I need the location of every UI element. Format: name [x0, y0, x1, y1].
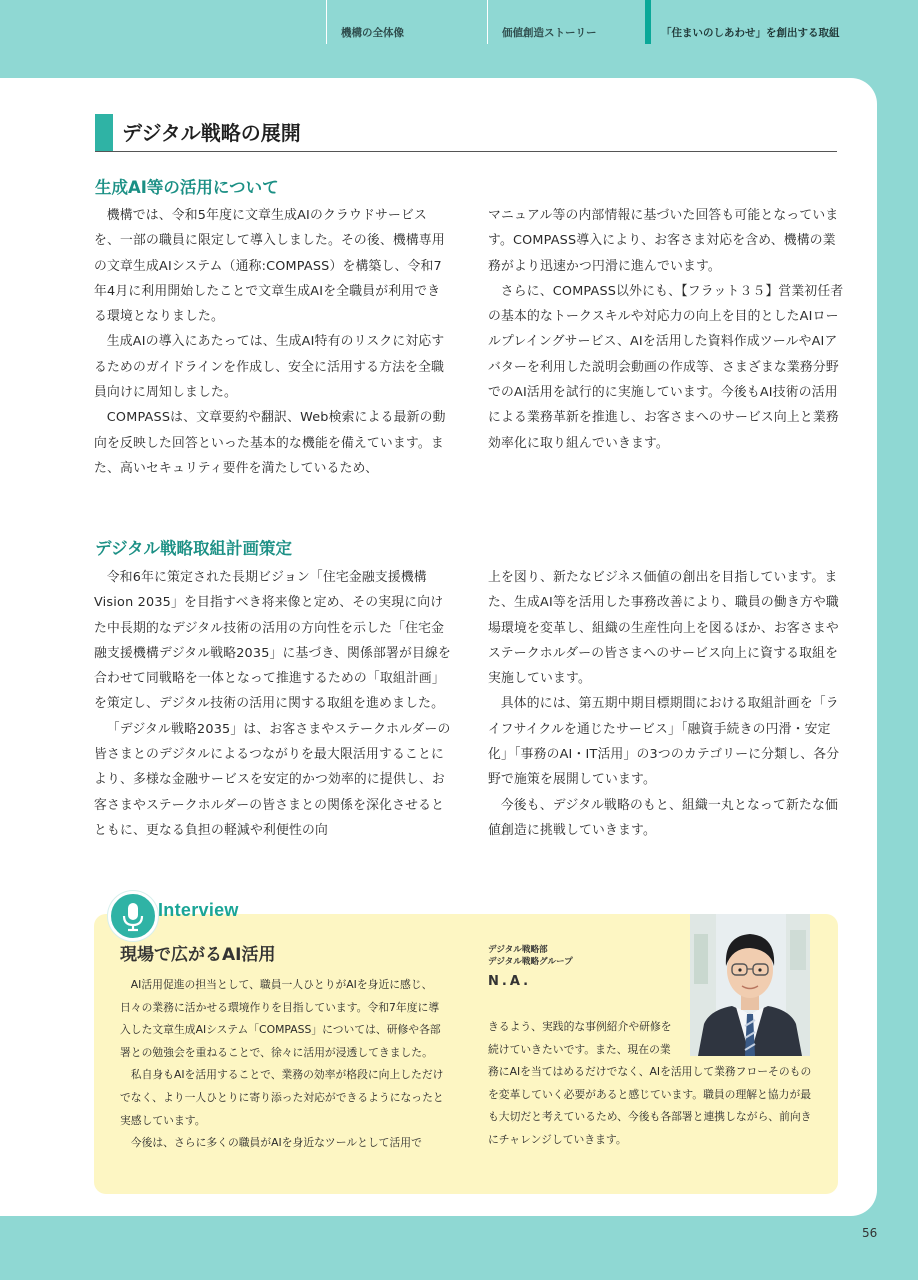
ai-right-paragraph-1: マニュアル等の内部情報に基づいた回答も可能となっています。COMPASS導入により、お客さま対応を含め、機構の業務がより迅速かつ円滑に進んでいます。 — [488, 208, 839, 274]
plan-section-heading: デジタル戦略取組計画策定 — [95, 539, 293, 558]
ai-left-paragraph-1: 機構では、令和5年度に文章生成AIのクラウドサービスを、一部の職員に限定して導入しました。その後、機構専用の文章生成AIシステム（通称:COMPASS）を構築し、令和7年4月に利用開始したことで文章生成AIを全職員が利用できる環境となりました。 — [94, 208, 445, 325]
section-title-accent-bar — [95, 114, 113, 152]
plan-section-left-column — [94, 565, 452, 843]
plan-right-paragraph-3: 今後も、デジタル戦略のもと、組織一丸となって新たな価値創造に挑戦していきます。 — [488, 797, 838, 838]
interview-label: Interview — [158, 900, 239, 920]
plan-left-paragraph-1: 令和6年に策定された長期ビジョン「住宅金融支援機構 Vision 2035」を目指すべき将来像と定め、その実現に向けた中長期的なデジタル技術の活用の方向性を示した「住宅金融支援機構デジタル戦略2035」に基づき、関係部署が目線を合わせて同戦略を一体となって推進するための「取組計画」を策定し、デジタル技術の活用に関する取組を進めました。 — [94, 570, 452, 712]
interview-right-column — [488, 1016, 816, 1152]
nav-tab-value-creation-story[interactable]: 価値創造ストーリー — [487, 0, 597, 44]
interview-left-paragraph-1: AI活用促進の担当として、職員一人ひとりがAIを身近に感じ、日々の業務に活かせる環境作りを目指しています。令和7年度に導入した文章生成AIシステム「COMPASS」については、研修や各部署との勉強会を重ねることで、徐々に活用が浸透してきました。 — [120, 978, 441, 1059]
nav-tab-housing-happiness-initiatives[interactable]: 「住まいのしあわせ」を創出する取組 — [645, 0, 840, 44]
microphone-icon — [108, 891, 158, 941]
interview-left-paragraph-3: 今後は、さらに多くの職員がAIを身近なツールとして活用で — [130, 1136, 422, 1150]
interview-title: 現場で広がるAI活用 — [120, 945, 276, 965]
interviewee-department — [488, 944, 573, 968]
top-navigation — [0, 0, 918, 78]
ai-left-paragraph-2: 生成AIの導入にあたっては、生成AI特有のリスクに対応するためのガイドラインを作成し、安全に活用する方法を全職員向けに周知しました。 — [94, 334, 445, 401]
department-name: デジタル戦略部 — [488, 945, 548, 955]
nav-tab-organization-overview[interactable]: 機構の全体像 — [326, 0, 404, 44]
group-name: デジタル戦略グループ — [488, 957, 573, 967]
plan-right-paragraph-2: 具体的には、第五期中期目標期間における取組計画を「ライフサイクルを通じたサービス」「融資手続きの円滑・安定化」「事務のAI・IT活用」の3つのカテゴリーに分類し、各分野で施策を展開しています。 — [488, 696, 840, 788]
section-title: デジタル戦略の展開 — [122, 121, 301, 145]
ai-left-paragraph-3: COMPASSは、文章要約や翻訳、Web検索による最新の動向を反映した回答といった基本的な機能を備えています。また、高いセキュリティ要件を満たしているため、 — [94, 410, 446, 476]
ai-section-right-column — [488, 203, 844, 456]
interview-right-paragraph: きるよう、実践的な事例紹介や研修を続けていきたいです。また、現在の業務にAIを当てはめるだけでなく、AIを活用して業務フローそのものを変革していく必要があると感じています。職員の理解と協力が最も大切だと考えているため、今後も各部署と連携しながら、前向きにチャレンジしていきます。 — [488, 1020, 812, 1146]
page-number: 56 — [862, 1226, 878, 1240]
ai-right-paragraph-2: さらに、COMPASS以外にも、【フラット３５】営業初任者の基本的なトークスキルや対応力の向上を目的としたAIロールプレイングサービス、AIを活用した資料作成ツールやAIアバターを利用した説明会動画の作成等、さまざまな業務分野でのAI活用を試行的に実施しています。今後もAI技術の活用による業務革新を推進し、お客さまへのサービス向上と業務効率化に取り組んでいきます。 — [488, 283, 844, 451]
interview-left-paragraph-2: 私自身もAIを活用することで、業務の効率が格段に向上しただけでなく、より一人ひとりに寄り添った対応ができるようになったと実感しています。 — [120, 1068, 444, 1127]
photo-text-wrap-spacer — [674, 1016, 816, 1061]
plan-right-paragraph-1: 上を図り、新たなビジネス価値の創出を目指しています。また、生成AI等を活用した事務改善により、職員の働き方や職場環境を変革し、組織の生産性向上を図るほか、お客さまやステークホルダーの皆さまへのサービス向上に資する取組を実施しています。 — [488, 570, 839, 687]
section-title-rule — [95, 151, 837, 152]
interviewee-name: N.A. — [488, 974, 532, 989]
plan-section-right-column — [488, 565, 848, 843]
ai-section-heading: 生成AI等の活用について — [95, 178, 279, 197]
interview-left-column — [120, 974, 446, 1155]
ai-section-left-column — [94, 203, 452, 481]
plan-left-paragraph-2: 「デジタル戦略2035」は、お客さまやステークホルダーの皆さまとのデジタルによるつながりを最大限活用することにより、多様な金融サービスを安定的かつ効率的に提供し、お客さまやステークホルダーの皆さまとの関係を深化させるとともに、更なる負担の軽減や利便性の向 — [94, 721, 451, 838]
